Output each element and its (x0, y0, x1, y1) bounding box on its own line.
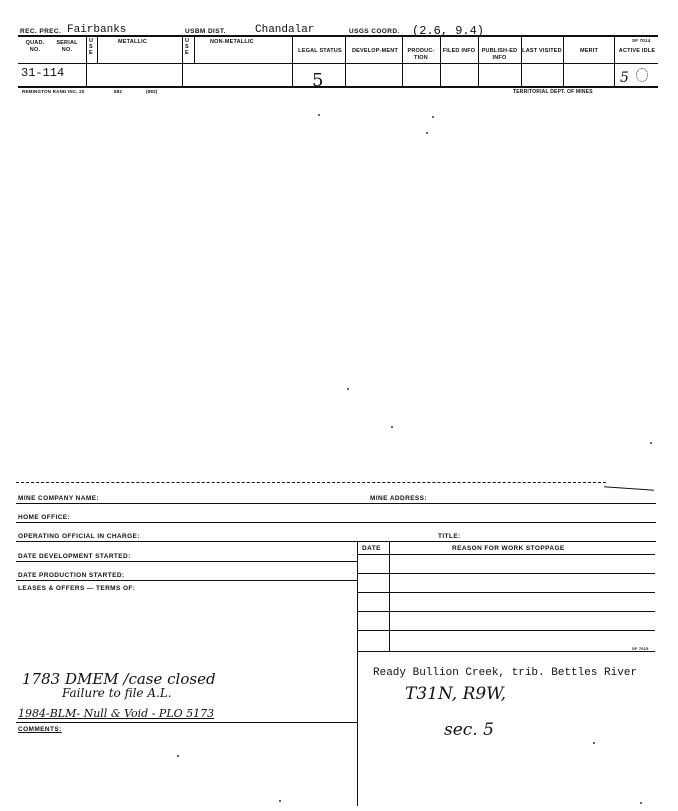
usgs-coord-label: USGS COORD. (349, 28, 400, 35)
leases-offers-label: LEASES & OFFERS — TERMS OF: (18, 585, 136, 592)
operating-official-label: OPERATING OFFICIAL IN CHARGE: (18, 533, 140, 540)
nonmetallic-label: NON-METALLIC (210, 39, 254, 45)
form-number: SF 7014 (632, 38, 651, 43)
printer-line: REMINGTON RAND INC. 20 (22, 89, 85, 94)
mine-company-label: MINE COMPANY NAME: (18, 495, 99, 502)
comments-label: COMMENTS: (18, 726, 62, 733)
rec-prec-label: REC. PREC. (20, 28, 62, 35)
reason-column-label: REASON FOR WORK STOPPAGE (452, 545, 565, 552)
usbm-dist-label: USBM DIST. (185, 28, 226, 35)
date-development-label: DATE DEVELOPMENT STARTED: (18, 553, 131, 560)
date-column-label: DATE (362, 545, 381, 552)
handwritten-note-1: 1783 DMEM /case closed (22, 670, 216, 688)
handwritten-section: sec. 5 (444, 720, 494, 740)
date-production-label: DATE PRODUCTION STARTED: (18, 572, 125, 579)
mine-address-label: MINE ADDRESS: (370, 495, 427, 502)
col-published-info: PUBLISH-ED INFO (481, 48, 518, 61)
usgs-coord-value: (2.6, 9.4) (412, 24, 485, 38)
col-production: PRODUC-TION (407, 48, 435, 61)
handwritten-township: T31N, R9W, (405, 684, 507, 704)
typed-location: Ready Bullion Creek, trib. Bettles River (373, 667, 638, 679)
use-code-label-nonmetallic: U S E (185, 38, 190, 56)
quad-no-label: QUAD. NO. (25, 40, 45, 53)
home-office-label: HOME OFFICE: (18, 514, 71, 521)
active-idle-stamp (636, 68, 648, 82)
quad-serial-value: 31-114 (21, 66, 65, 80)
title-label: TITLE: (438, 533, 461, 540)
metallic-label: METALLIC (118, 39, 147, 45)
col-legal-status: LEGAL STATUS (298, 48, 342, 54)
dept-line: TERRITORIAL DEPT. OF MINES (513, 89, 593, 95)
active-idle-mark: 5 (620, 70, 629, 86)
legal-status-mark: 5 (312, 70, 324, 91)
usbm-dist-value: Chandalar (255, 24, 315, 36)
serial-no-label: SERIAL NO. (56, 40, 78, 53)
col-active-idle: ACTIVE IDLE (618, 48, 656, 54)
rec-prec-value: Fairbanks (67, 24, 127, 36)
col-merit: MERIT (579, 48, 599, 54)
handwritten-note-3: 1984-BLM- Null & Void - PLO 5173 (18, 707, 215, 720)
printer-code: 882 (114, 89, 123, 94)
col-last-visited: LAST VISITED (522, 48, 562, 54)
col-filed-info: FILED INFO (442, 48, 476, 54)
handwritten-note-2: Failure to file A.L. (62, 686, 172, 700)
use-code-label-metallic: U S E (89, 38, 94, 56)
col-development: DEVELOP-MENT (351, 48, 399, 54)
printer-code-paren: (882) (146, 89, 158, 94)
form-number-lower: SF 7015 (632, 646, 649, 651)
